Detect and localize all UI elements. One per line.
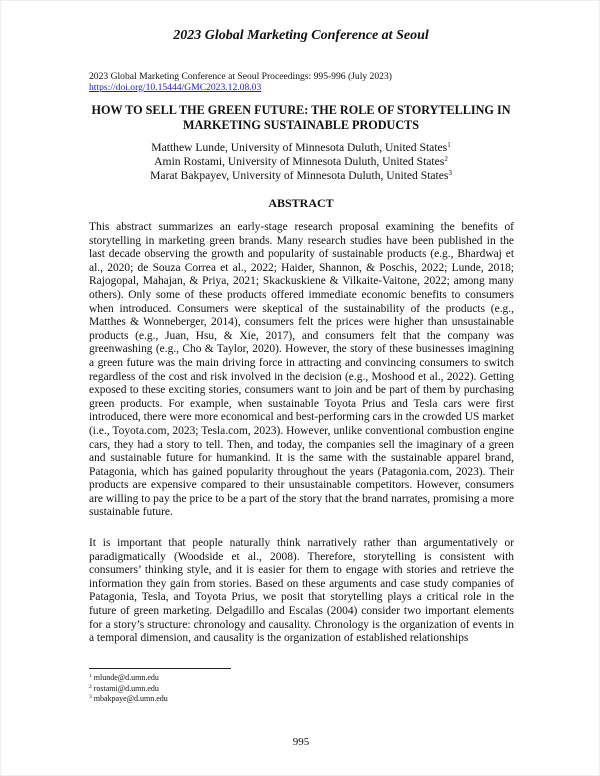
footnote-item xyxy=(89,684,168,695)
running-header: 2023 Global Marketing Conference at Seoul xyxy=(173,28,429,43)
paper-title-line: MARKETING SUSTAINABLE PRODUCTS xyxy=(182,118,420,132)
abstract-heading: ABSTRACT xyxy=(268,196,334,210)
author-line xyxy=(71,169,531,183)
page-number: 995 xyxy=(292,736,310,748)
footnote-divider xyxy=(89,668,231,669)
paper-title xyxy=(71,103,531,133)
footnote-number: 3 xyxy=(89,694,92,700)
paper-title-line: HOW TO SELL THE GREEN FUTURE: THE ROLE OF STORYTELLING IN xyxy=(91,103,511,117)
proceedings-citation-block xyxy=(89,71,392,93)
author-affiliation: Amin Rostami, University of Minnesota Duluth, United States xyxy=(154,155,445,168)
author-affiliation: Marat Bakpayev, University of Minnesota Duluth, United States xyxy=(150,169,449,182)
footnote-mark[interactable]: 3 xyxy=(448,169,452,177)
footnote-number: 2 xyxy=(89,683,92,690)
paragraph-text: It is important that people naturally think narratively rather than argumentatively or paradigmatically (Woodside et al., 2008). Therefore, storytelling is consistent with consumers’ thinking style, and it is easier for them to engage with stories and retrieve the information they gain from stories. Based on these arguments and case study companies of Patagonia, Tesla, and Toyota Prius, we posit that storytelling plays a critical role in the future of green marketing. Delgadillo and Escalas (2004) consider two important elements for a story’s structure: chronology and causality. Chronology is the organization of events in a temporal dimension, and causality is the organization of established relationships xyxy=(89,537,514,645)
footnote-item xyxy=(89,694,168,705)
author-line xyxy=(71,141,531,155)
author-line xyxy=(71,155,531,169)
footnote-mark[interactable]: 1 xyxy=(447,141,451,149)
author-affiliation: Matthew Lunde, University of Minnesota Duluth, United States xyxy=(151,141,448,154)
footnote-number: 1 xyxy=(89,673,92,679)
paragraph-text: This abstract summarizes an early-stage research proposal examining the benefits of storytelling in marketing green brands. Many research studies have been published in the last decade observing the growth and popularity of sustainable products (e.g., Bhardwaj et al., 2020; de Souza Correa et al., 2022; Haider, Shannon, & Poschis, 2022; Lunde, 2018; Rajogopal, Mahajan, & Priya, 2021; Skackuskiene & Vilkaite-Vaitone, 2022; among many others). Only some of these products offered immediate economic benefits to consumers when introduced. Consumers were skeptical of the sustainability of the products (e.g., Matthes & Wonneberger, 2014), consumers felt the prices were higher than unsustainable products (e.g., Juan, Hsu, & Xie, 2017), and consumers felt that the company was greenwashing (e.g., Cho & Taylor, 2020). However, the story of these businesses imagining a green future was the main driving force in attracting and convincing consumers to switch regardless of the cost and risk involved in the decision (e.g., Moshood et al., 2022). Getting exposed to these exciting stories, consumers want to join and be part of them by purchasing green products. For example, when sustainable Toyota Prius and Tesla cars were first introduced, there were more economical and best-performing cars in the crowded US market (i.e., Toyota.com, 2023; Tesla.com, 2023). However, unlike conventional combustion engine cars, they had a story to tell. Then, and today, the companies sell the imaginary of a green and sustainable future for humankind. It is the same with the sustainable apparel brand, Patagonia, which has gained popularity throughout the years (Patagonia.com, 2023). Their products are expensive compared to their unsustainable competitors. However, consumers are willing to pay the price to be a part of the story that the brand narrates, promising a more sustainable future. xyxy=(89,221,514,519)
proceedings-citation: 2023 Global Marketing Conference at Seoul Proceedings: 995-996 (July 2023) xyxy=(89,71,392,82)
doi-link[interactable]: https://doi.org/10.15444/GMC2023.12.08.03 xyxy=(89,82,262,93)
footnotes xyxy=(89,673,168,705)
author-email: mlunde@d.umn.edu xyxy=(93,673,159,682)
author-email: mbakpaye@d.umn.edu xyxy=(93,694,168,703)
body-paragraph xyxy=(89,537,514,646)
author-list xyxy=(71,141,531,183)
body-paragraph xyxy=(89,221,514,520)
footnote-mark[interactable]: 2 xyxy=(444,155,448,163)
footnote-item xyxy=(89,673,168,684)
author-email: rostami@d.umn.edu xyxy=(93,683,159,693)
